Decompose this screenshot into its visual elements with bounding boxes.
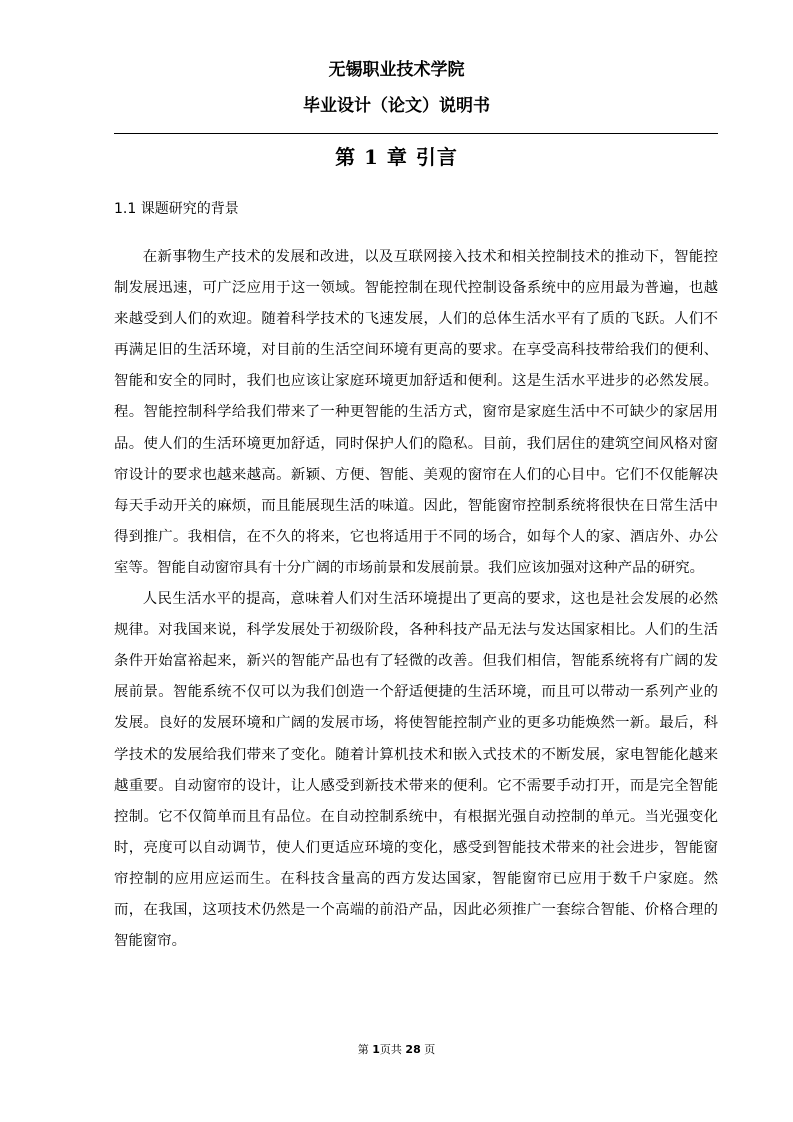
section-heading: 1.1 课题研究的背景	[114, 201, 239, 217]
page-footer	[0, 1042, 793, 1058]
footer-suffix: 页	[420, 1043, 436, 1056]
footer-middle: 页共	[379, 1043, 406, 1056]
document-type-title: 毕业设计（论文）说明书	[303, 96, 490, 116]
chapter-title: 第 1 章 引言	[335, 145, 458, 169]
footer-prefix: 第	[357, 1043, 373, 1056]
header-divider	[114, 133, 718, 134]
body-text	[114, 242, 718, 957]
school-name: 无锡职业技术学院	[328, 60, 465, 80]
total-pages-number: 28	[405, 1043, 421, 1056]
current-page-number: 1	[372, 1043, 380, 1056]
paragraph-1: 在新事物生产技术的发展和改进，以及互联网接入技术和相关控制技术的推动下，智能控制发展迅速，可广泛应用于这一领域。智能控制在现代控制设备系统中的应用最为普遍，也越来越受到人们的欢迎。随着科学技术的飞速发展，人们的总体生活水平有了质的飞跃。人们不再满足旧的生活环境，对目前的生活空间环境有更高的要求。在享受高科技带给我们的便利、智能和安全的同时，我们也应该让家庭环境更加舒适和便利。这是生活水平进步的必然发展。程。智能控制科学给我们带来了一种更智能的生活方式，窗帘是家庭生活中不可缺少的家居用品。使人们的生活环境更加舒适，同时保护人们的隐私。目前，我们居住的建筑空间风格对窗帘设计的要求也越来越高。新颖、方便、智能、美观的窗帘在人们的心目中。它们不仅能解决每天手动开关的麻烦，而且能展现生活的味道。因此，智能窗帘控制系统将很快在日常生活中得到推广。我相信，在不久的将来，它也将适用于不同的场合，如每个人的家、酒店外、办公室等。智能自动窗帘具有十分广阔的市场前景和发展前景。我们应该加强对这种产品的研究。	[114, 249, 718, 576]
paragraph-2: 人民生活水平的提高，意味着人们对生活环境提出了更高的要求，这也是社会发展的必然规律。对我国来说，科学发展处于初级阶段，各种科技产品无法与发达国家相比。人们的生活条件开始富裕起来，新兴的智能产品也有了轻微的改善。但我们相信，智能系统将有广阔的发展前景。智能系统不仅可以为我们创造一个舒适便捷的生活环境，而且可以带动一系列产业的发展。良好的发展环境和广阔的发展市场，将使智能控制产业的更多功能焕然一新。最后，科学技术的发展给我们带来了变化。随着计算机技术和嵌入式技术的不断发展，家电智能化越来越重要。自动窗帘的设计，让人感受到新技术带来的便利。它不需要手动打开，而是完全智能控制。它不仅简单而且有品位。在自动控制系统中，有根据光强自动控制的单元。当光强变化时，亮度可以自动调节，使人们更适应环境的变化，感受到智能技术带来的社会进步，智能窗帘控制的应用应运而生。在科技含量高的西方发达国家，智能窗帘已应用于数千户家庭。然而，在我国，这项技术仍然是一个高端的前沿产品，因此必须推广一套综合智能、价格合理的智能窗帘。	[114, 591, 718, 950]
